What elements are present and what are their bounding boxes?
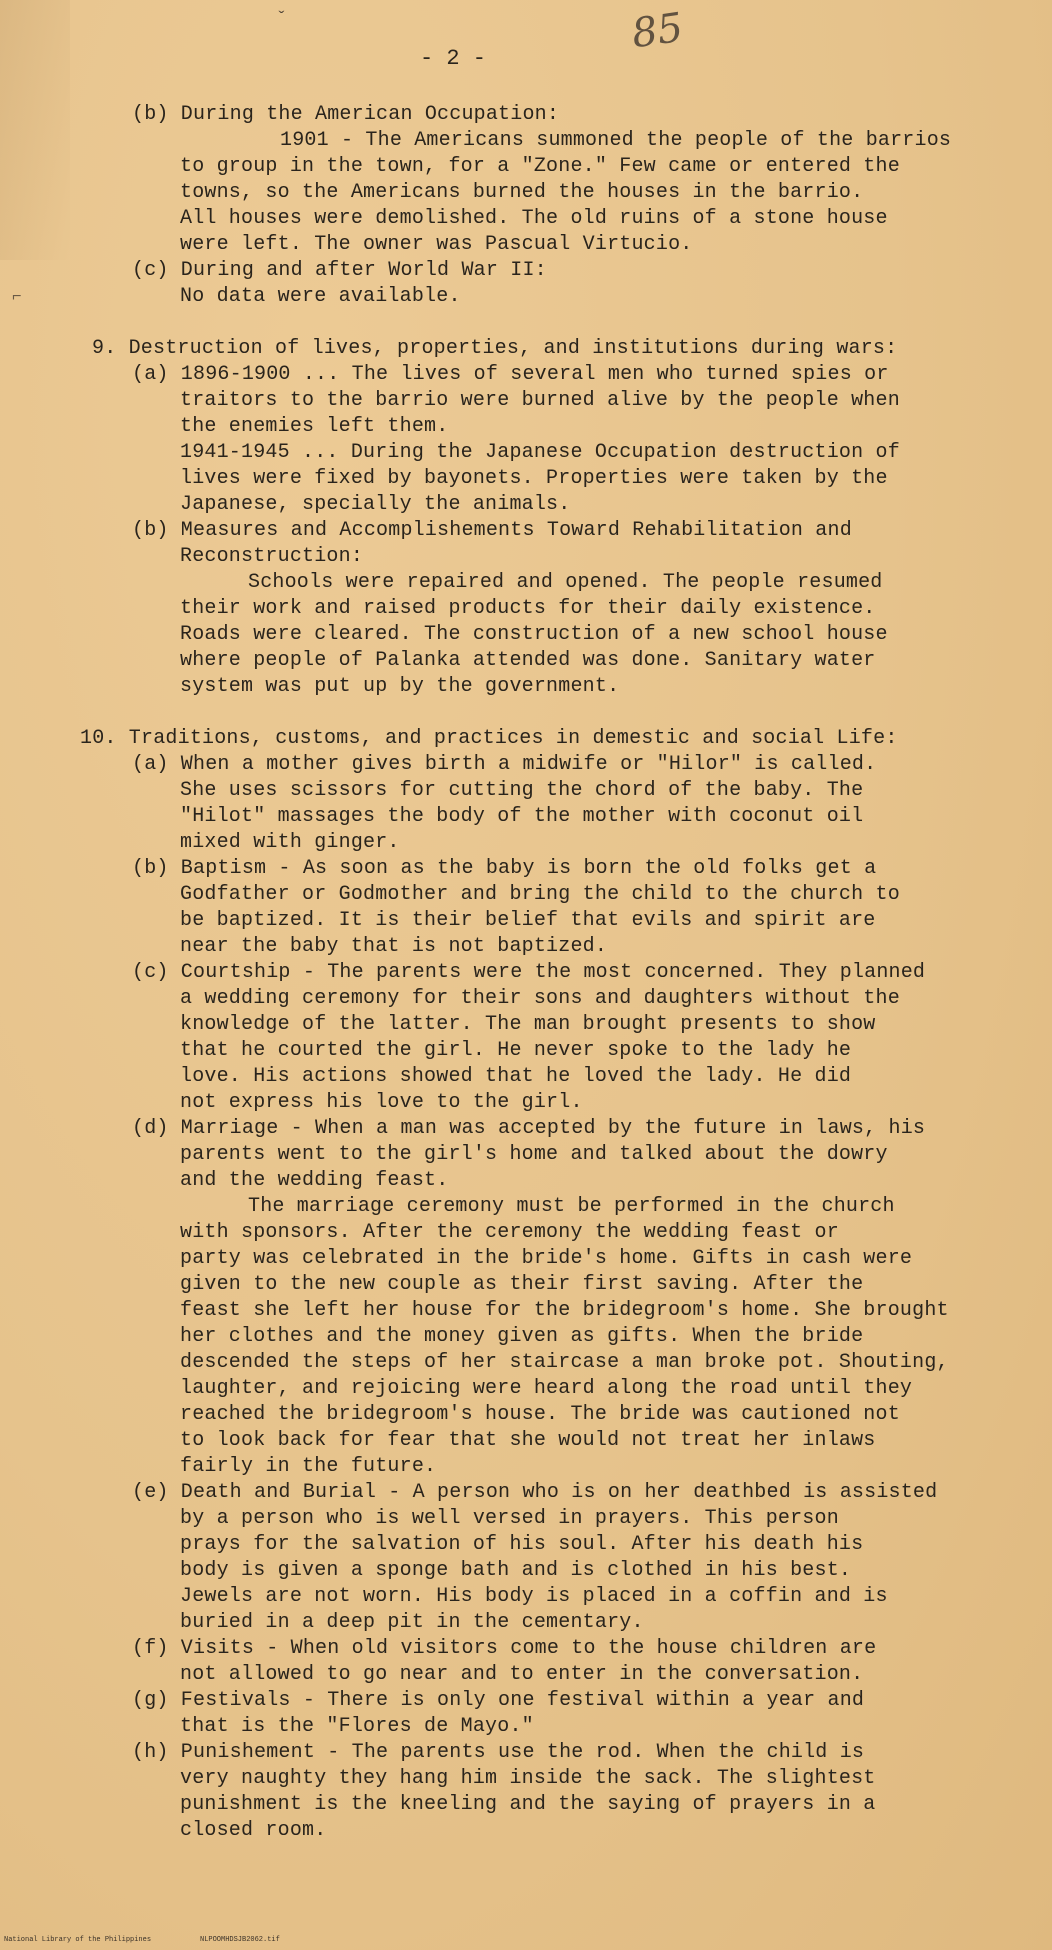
margin-mark: ˇ [276,10,287,30]
text-line: body is given a sponge bath and is clothed in his best. [180,1559,852,1582]
text-line: were left. The owner was Pascual Virtucio. [180,233,693,256]
text-line: feast she left her house for the bridegroom's home. She brought [180,1299,949,1322]
paper-fold-shadow [0,0,70,260]
text-line: Roads were cleared. The construction of a new school house [180,623,888,646]
text-line: her clothes and the money given as gifts. When the bride [180,1325,864,1348]
text-line: their work and raised products for their daily existence. [180,597,876,620]
text-line: a wedding ceremony for their sons and daughters without the [180,987,900,1010]
page-number: - 2 - [420,46,487,71]
text-line: very naughty they hang him inside the sack. The slightest [180,1767,876,1790]
text-line: (h) Punishement - The parents use the rod. When the child is [132,1741,865,1764]
text-line: that is the "Flores de Mayo." [180,1715,534,1738]
text-line: be baptized. It is their belief that evils and spirit are [180,909,876,932]
text-line: system was put up by the government. [180,675,620,698]
text-line: (a) 1896-1900 ... The lives of several men who turned spies or [132,363,889,386]
text-line: closed room. [180,1819,327,1842]
text-line: "Hilot" massages the body of the mother with coconut oil [180,805,864,828]
text-line: traitors to the barrio were burned alive by the people when [180,389,900,412]
text-line: Reconstruction: [180,545,364,568]
handwritten-page-number: 85 [629,4,686,58]
text-line: and the wedding feast. [180,1169,449,1192]
text-line: towns, so the Americans burned the houses in the barrio. [180,181,864,204]
text-line: 1941-1945 ... During the Japanese Occupation destruction of [180,441,900,464]
text-line: (b) During the American Occupation: [132,103,560,126]
text-line: buried in a deep pit in the cementary. [180,1611,644,1634]
text-line: 1901 - The Americans summoned the people of the barrios [280,129,952,152]
text-line: to look back for fear that she would not treat her inlaws [180,1429,876,1452]
text-line: Japanese, specially the animals. [180,493,571,516]
text-line: She uses scissors for cutting the chord of the baby. The [180,779,864,802]
text-line: not express his love to the girl. [180,1091,583,1114]
text-line: (b) Measures and Accomplishements Toward Rehabilitation and [132,519,852,542]
text-line: given to the new couple as their first saving. After the [180,1273,864,1296]
text-line: that he courted the girl. He never spoke to the lady he [180,1039,852,1062]
text-line: party was celebrated in the bride's home. Gifts in cash were [180,1247,913,1270]
text-line: lives were fixed by bayonets. Properties were taken by the [180,467,888,490]
text-line: love. His actions showed that he loved the lady. He did [180,1065,852,1088]
text-line: near the baby that is not baptized. [180,935,608,958]
text-line: (c) Courtship - The parents were the most concerned. They planned [132,961,926,984]
text-line: not allowed to go near and to enter in the conversation. [180,1663,864,1686]
text-line: with sponsors. After the ceremony the wedding feast or [180,1221,839,1244]
text-line: fairly in the future. [180,1455,437,1478]
text-line: Schools were repaired and opened. The people resumed [248,571,883,594]
text-line: knowledge of the latter. The man brought presents to show [180,1013,876,1036]
text-line: No data were available. [180,285,461,308]
text-line: by a person who is well versed in prayers. This person [180,1507,839,1530]
text-line: (b) Baptism - As soon as the baby is born the old folks get a [132,857,877,880]
text-line: punishment is the kneeling and the saying of prayers in a [180,1793,876,1816]
margin-tick: ⌐ [12,288,22,306]
text-line: Godfather or Godmother and bring the child to the church to [180,883,900,906]
text-line: (g) Festivals - There is only one festival within a year and [132,1689,865,1712]
text-line: where people of Palanka attended was done. Sanitary water [180,649,876,672]
text-line: descended the steps of her staircase a man broke pot. Shouting, [180,1351,949,1374]
text-line: All houses were demolished. The old ruins of a stone house [180,207,888,230]
footer-library-name: National Library of the Philippines [4,1936,152,1944]
text-line: prays for the salvation of his soul. After his death his [180,1533,864,1556]
text-line: the enemies left them. [180,415,449,438]
text-line: The marriage ceremony must be performed in the church [248,1195,895,1218]
text-line: mixed with ginger. [180,831,400,854]
text-line: (c) During and after World War II: [132,259,547,282]
text-line: (f) Visits - When old visitors come to the house children are [132,1637,877,1660]
text-line: (e) Death and Burial - A person who is on her deathbed is assisted [132,1481,938,1504]
text-line: parents went to the girl's home and talked about the dowry [180,1143,888,1166]
text-line: (a) When a mother gives birth a midwife or "Hilor" is called. [132,753,877,776]
text-line: to group in the town, for a "Zone." Few came or entered the [180,155,900,178]
text-line: (d) Marriage - When a man was accepted by the future in laws, his [132,1117,926,1140]
text-line: laughter, and rejoicing were heard along the road until they [180,1377,913,1400]
section-heading: 9. Destruction of lives, properties, and institutions during wars: [92,337,898,360]
section-heading: 10. Traditions, customs, and practices in demestic and social Life: [80,727,898,750]
footer-file-name: NLPOOMHDSJB2062.tif [200,1936,280,1944]
text-line: reached the bridegroom's house. The bride was cautioned not [180,1403,900,1426]
text-line: Jewels are not worn. His body is placed in a coffin and is [180,1585,888,1608]
